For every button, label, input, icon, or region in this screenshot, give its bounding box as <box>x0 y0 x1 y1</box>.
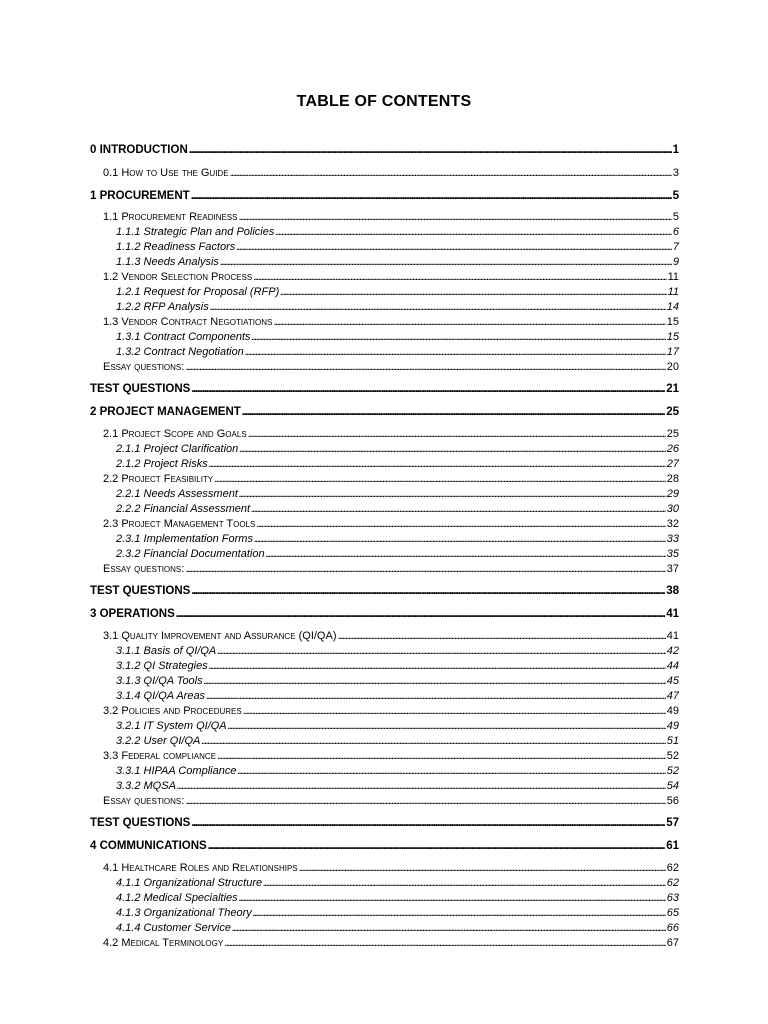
toc-entry[interactable] <box>116 300 679 314</box>
toc-page-number: 45 <box>666 675 679 687</box>
dot-leader <box>214 472 666 486</box>
dot-leader <box>299 861 666 875</box>
toc-entry-title: 1.1.1 Strategic Plan and Policies <box>116 226 275 238</box>
toc-page-number: 52 <box>666 750 679 762</box>
toc-page-number: 47 <box>666 690 679 702</box>
dot-leader <box>242 405 665 419</box>
dot-leader <box>280 285 666 299</box>
toc-entry[interactable] <box>103 861 679 875</box>
toc-entry-title: TEST QUESTIONS <box>90 817 191 829</box>
toc-entry-title: 2.2.1 Needs Assessment <box>116 488 238 500</box>
toc-entry-title: 0 INTRODUCTION <box>90 144 188 156</box>
toc-entry-title: 1.2.2 RFP Analysis <box>116 301 209 313</box>
toc-entry[interactable] <box>90 839 679 853</box>
toc-entry[interactable] <box>116 442 679 456</box>
toc-entry-title: 3 OPERATIONS <box>90 608 175 620</box>
toc-entry-title: 2.3.2 Financial Documentation <box>116 548 265 560</box>
dot-leader <box>191 189 672 203</box>
toc-page-number: 41 <box>666 630 679 642</box>
toc-entry-title: 2.1.1 Project Clarification <box>116 443 239 455</box>
toc-page-number: 5 <box>672 190 679 202</box>
toc-page-number: 9 <box>672 256 679 268</box>
toc-page-number: 51 <box>666 735 679 747</box>
toc-page-number: 7 <box>672 241 679 253</box>
toc-entry[interactable] <box>90 584 679 598</box>
toc-entry-title: 1.1 Procurement Readiness <box>103 211 238 223</box>
toc-entry-title: 3.3.1 HIPAA Compliance <box>116 765 237 777</box>
dot-leader <box>243 704 666 718</box>
dot-leader <box>239 442 665 456</box>
dot-leader <box>263 876 666 890</box>
toc-entry[interactable] <box>90 382 679 396</box>
toc-page-number: 38 <box>666 585 679 597</box>
toc-entry-title: 3.2 Policies and Procedures <box>103 705 242 717</box>
toc-page-number: 25 <box>666 428 679 440</box>
toc-entry-title: 1.2 Vendor Selection Process <box>103 271 253 283</box>
toc-entry-title: 1.3 Vendor Contract Negotiations <box>103 316 273 328</box>
dot-leader <box>239 891 666 905</box>
toc-entry-title: 1.1.3 Needs Analysis <box>116 256 219 268</box>
dot-leader <box>338 629 666 643</box>
toc-entry[interactable] <box>103 517 679 531</box>
toc-page-number: 56 <box>666 795 679 807</box>
toc-entry[interactable] <box>116 764 679 778</box>
dot-leader <box>266 547 666 561</box>
toc-entry[interactable] <box>116 330 679 344</box>
toc-entry-title: 2 PROJECT MANAGEMENT <box>90 406 241 418</box>
dot-leader <box>220 255 672 269</box>
dot-leader <box>252 330 666 344</box>
toc-entry-title: Essay questions: <box>103 795 185 807</box>
toc-page-number: 61 <box>666 840 679 852</box>
toc-entry[interactable] <box>103 427 679 441</box>
toc-page-number: 15 <box>666 316 679 328</box>
toc-entry[interactable] <box>103 472 679 486</box>
dot-leader <box>253 270 666 284</box>
dot-leader <box>191 816 665 830</box>
dot-leader <box>191 584 665 598</box>
toc-entry-title: 3.1.4 QI/QA Areas <box>116 690 206 702</box>
toc-page-number: 26 <box>666 443 679 455</box>
dot-leader <box>191 382 665 396</box>
toc-page-number: 15 <box>666 331 679 343</box>
dot-leader <box>237 764 665 778</box>
toc-page-number: 49 <box>666 720 679 732</box>
page-title: TABLE OF CONTENTS <box>296 93 472 110</box>
toc-page-number: 1 <box>672 144 679 156</box>
toc-entry-title: Essay questions: <box>103 563 185 575</box>
dot-leader <box>254 532 666 546</box>
toc-entry-title: 3.2.1 IT System QI/QA <box>116 720 227 732</box>
dot-leader <box>273 315 665 329</box>
dot-leader <box>209 457 666 471</box>
toc-page-number: 3 <box>672 167 679 179</box>
toc-entry[interactable] <box>116 285 679 299</box>
toc-entry-title: 2.1 Project Scope and Goals <box>103 428 247 440</box>
toc-page-number: 21 <box>666 383 679 395</box>
toc-entry-title: 1.1.2 Readiness Factors <box>116 241 236 253</box>
toc-entry[interactable] <box>116 659 679 673</box>
toc-entry-title: 1 PROCUREMENT <box>90 190 190 202</box>
dot-leader <box>236 240 672 254</box>
toc-page-number: 57 <box>666 817 679 829</box>
toc-entry-title: TEST QUESTIONS <box>90 383 191 395</box>
toc-entry-title: 3.2.2 User QI/QA <box>116 735 201 747</box>
toc-page-number: 49 <box>666 705 679 717</box>
toc-entry-title: 2.3 Project Management Tools <box>103 518 256 530</box>
dot-leader <box>189 143 672 157</box>
toc-entry[interactable] <box>103 562 679 576</box>
toc-page-number: 67 <box>666 937 679 949</box>
dot-leader <box>208 839 666 853</box>
dot-leader <box>228 719 666 733</box>
toc-entry-title: 4.1.2 Medical Specialties <box>116 892 238 904</box>
toc-entry-title: 4.1 Healthcare Roles and Relationships <box>103 862 298 874</box>
dot-leader <box>248 427 666 441</box>
toc-page-number: 27 <box>666 458 679 470</box>
toc-entry[interactable] <box>116 502 679 516</box>
toc-page-number: 33 <box>666 533 679 545</box>
toc-entry[interactable] <box>116 719 679 733</box>
dot-leader <box>206 689 666 703</box>
toc-page-number: 6 <box>672 226 679 238</box>
toc-page-number: 20 <box>666 361 679 373</box>
toc-entry[interactable] <box>116 345 679 359</box>
toc-entry[interactable] <box>116 240 679 254</box>
toc-entry-title: 4.2 Medical Terminology <box>103 937 224 949</box>
toc-entry-title: 2.1.2 Project Risks <box>116 458 208 470</box>
toc-entry[interactable] <box>116 734 679 748</box>
toc-entry[interactable] <box>103 749 679 763</box>
toc-entry[interactable] <box>116 779 679 793</box>
toc-page-number: 44 <box>666 660 679 672</box>
dot-leader <box>230 166 672 180</box>
dot-leader <box>177 779 666 793</box>
dot-leader <box>185 794 665 808</box>
toc-page-number: 11 <box>667 271 679 283</box>
toc-entry-title: 1.2.1 Request for Proposal (RFP) <box>116 286 280 298</box>
toc-page-number: 52 <box>666 765 679 777</box>
toc-page-number: 65 <box>666 907 679 919</box>
toc-page-number: 25 <box>666 406 679 418</box>
dot-leader <box>185 562 665 576</box>
toc-entry[interactable] <box>116 906 679 920</box>
dot-leader <box>238 210 671 224</box>
toc-entry-title: 3.3 Federal compliance <box>103 750 217 762</box>
toc-entry-title: 3.1.1 Basis of QI/QA <box>116 645 217 657</box>
dot-leader <box>185 360 665 374</box>
toc-page-number: 63 <box>666 892 679 904</box>
toc-entry-title: 2.2.2 Financial Assessment <box>116 503 251 515</box>
toc-entry[interactable] <box>116 644 679 658</box>
toc-entry-title: 0.1 How to Use the Guide <box>103 167 229 179</box>
toc-entry[interactable] <box>116 921 679 935</box>
toc-page-number: 35 <box>666 548 679 560</box>
dot-leader <box>251 502 666 516</box>
toc-entry-title: 4.1.1 Organizational Structure <box>116 877 263 889</box>
toc-entry[interactable] <box>103 936 679 950</box>
toc-entry[interactable] <box>90 607 679 621</box>
toc-entry-title: 1.3.2 Contract Negotiation <box>116 346 244 358</box>
dot-leader <box>209 659 666 673</box>
dot-leader <box>275 225 672 239</box>
toc-entry[interactable] <box>116 457 679 471</box>
dot-leader <box>217 644 665 658</box>
toc-entry-title: 4.1.4 Customer Service <box>116 922 231 934</box>
toc-page-number: 11 <box>667 286 679 298</box>
toc-entry[interactable] <box>116 487 679 501</box>
dot-leader <box>232 921 666 935</box>
toc-page-number: 17 <box>666 346 679 358</box>
toc-entry[interactable] <box>116 225 679 239</box>
toc-entry-title: 3.3.2 MQSA <box>116 780 176 792</box>
toc-entry[interactable] <box>103 704 679 718</box>
toc-entry-title: Essay questions: <box>103 361 185 373</box>
toc-entry-title: 3.1.3 QI/QA Tools <box>116 675 203 687</box>
toc-page-number: 37 <box>666 563 679 575</box>
toc-page-number: 42 <box>666 645 679 657</box>
toc-entry-title: TEST QUESTIONS <box>90 585 191 597</box>
toc-entry[interactable] <box>116 891 679 905</box>
dot-leader <box>256 517 665 531</box>
dot-leader <box>176 607 665 621</box>
toc-page-number: 5 <box>672 211 679 223</box>
toc-entry[interactable] <box>116 532 679 546</box>
toc-page-number: 30 <box>666 503 679 515</box>
toc-entry[interactable] <box>103 629 679 643</box>
toc-entry[interactable] <box>116 547 679 561</box>
dot-leader <box>224 936 666 950</box>
dot-leader <box>210 300 666 314</box>
toc-entry-title: 4 COMMUNICATIONS <box>90 840 207 852</box>
toc-entry[interactable] <box>116 689 679 703</box>
toc-entry[interactable] <box>90 405 679 419</box>
toc-entry[interactable] <box>103 315 679 329</box>
toc-page-number: 66 <box>666 922 679 934</box>
toc-page-number: 14 <box>666 301 679 313</box>
toc-page-number: 62 <box>666 862 679 874</box>
toc-page-number: 28 <box>666 473 679 485</box>
toc-entry[interactable] <box>90 189 679 203</box>
dot-leader <box>204 674 666 688</box>
toc-entry[interactable] <box>116 255 679 269</box>
dot-leader <box>201 734 665 748</box>
toc-entry-title: 2.2 Project Feasibility <box>103 473 214 485</box>
toc-entry[interactable] <box>103 270 679 284</box>
toc-entry[interactable] <box>116 674 679 688</box>
toc-entry[interactable] <box>90 143 679 157</box>
toc-page-number: 54 <box>666 780 679 792</box>
toc-entry[interactable] <box>116 876 679 890</box>
toc-entry[interactable] <box>103 794 679 808</box>
dot-leader <box>253 906 666 920</box>
toc-entry[interactable] <box>103 166 679 180</box>
toc-entry-title: 1.3.1 Contract Components <box>116 331 251 343</box>
toc-page-number: 32 <box>666 518 679 530</box>
dot-leader <box>245 345 666 359</box>
toc-entry-title: 3.1.2 QI Strategies <box>116 660 208 672</box>
dot-leader <box>239 487 666 501</box>
toc-page-number: 62 <box>666 877 679 889</box>
toc-entry-title: 4.1.3 Organizational Theory <box>116 907 252 919</box>
toc-entry[interactable] <box>90 816 679 830</box>
toc-page-number: 41 <box>666 608 679 620</box>
toc-entry-title: 2.3.1 Implementation Forms <box>116 533 253 545</box>
toc-entry[interactable] <box>103 210 679 224</box>
dot-leader <box>217 749 666 763</box>
toc-entry[interactable] <box>103 360 679 374</box>
toc-entry-title: 3.1 Quality Improvement and Assurance (QI/QA) <box>103 630 337 642</box>
toc-page-number: 29 <box>666 488 679 500</box>
